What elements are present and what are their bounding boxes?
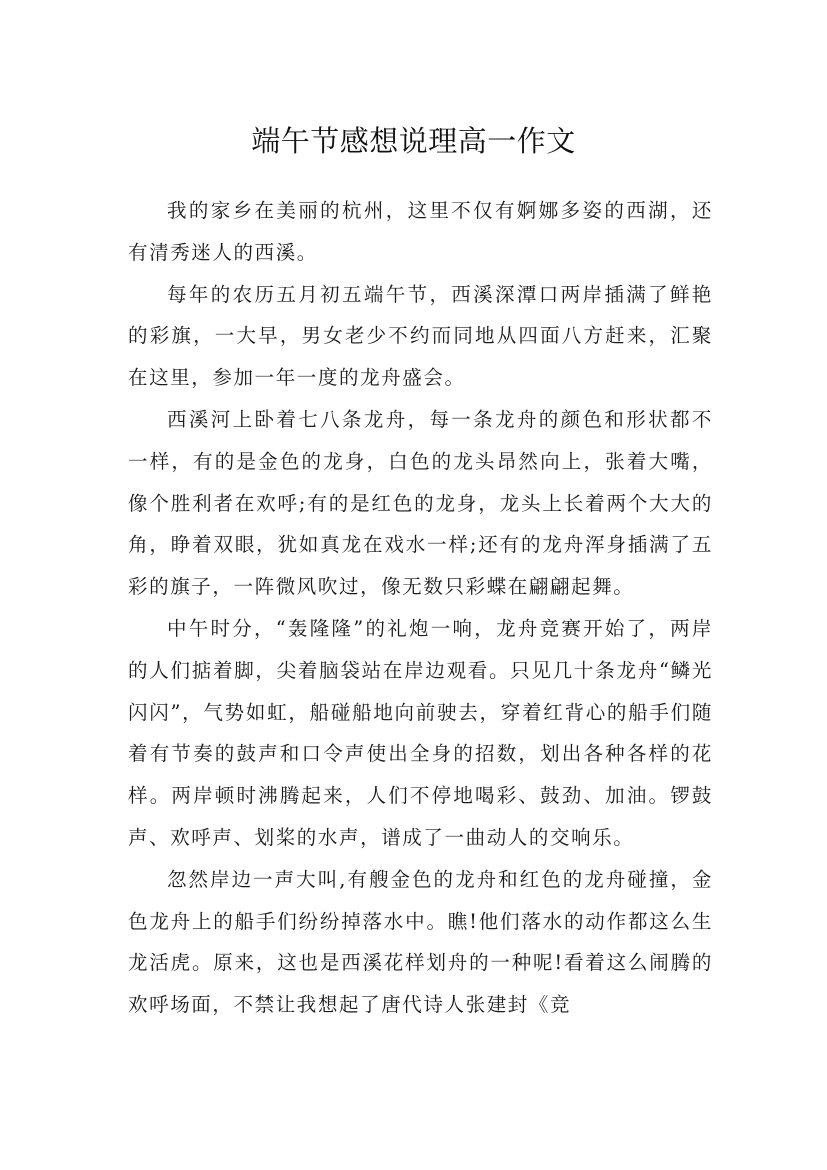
paragraph-3: 西溪河上卧着七八条龙舟，每一条龙舟的颜色和形状都不一样，有的是金色的龙身，白色的龙头昂然向上，张着大嘴，像个胜利者在欢呼;有的是红色的龙身，龙头上长着两个大大的角，睁着双眼，犹如真龙在戏水一样;还有的龙舟浑身插满了五彩的旗子，一阵微风吹过，像无数只彩蝶在翩翩起舞。 — [128, 407, 713, 599]
page-title: 端午节感想说理高一作文 — [251, 124, 576, 159]
paragraph-5: 忽然岸边一声大叫,有艘金色的龙舟和红色的龙舟碰撞，金色龙舟上的船手们纷纷掉落水中。瞧!他们落水的动作都这么生龙活虎。原来，这也是西溪花样划舟的一种呢!看着这么闹腾的欢呼场面，不禁让我想起了唐代诗人张建封《竞 — [128, 867, 713, 1017]
paragraph-2: 每年的农历五月初五端午节，西溪深潭口两岸插满了鲜艳的彩旗，一大早，男女老少不约而同地从四面八方赶来，汇聚在这里，参加一年一度的龙舟盛会。 — [128, 282, 713, 390]
paragraph-4: 中午时分，“轰隆隆”的礼炮一响，龙舟竞赛开始了，两岸的人们掂着脚，尖着脑袋站在岸边观看。只见几十条龙舟“鳞光闪闪”，气势如虹，船碰船地向前驶去，穿着红背心的船手们随着有节奏的鼓声和口令声使出全身的招数，划出各种各样的花样。两岸顿时沸腾起来，人们不停地喝彩、鼓劲、加油。锣鼓声、欢呼声、划桨的水声，谱成了一曲动人的交响乐。 — [128, 616, 713, 849]
paragraph-1: 我的家乡在美丽的杭州，这里不仅有婀娜多姿的西湖，还有清秀迷人的西溪。 — [128, 199, 713, 264]
article-body — [128, 190, 713, 1026]
